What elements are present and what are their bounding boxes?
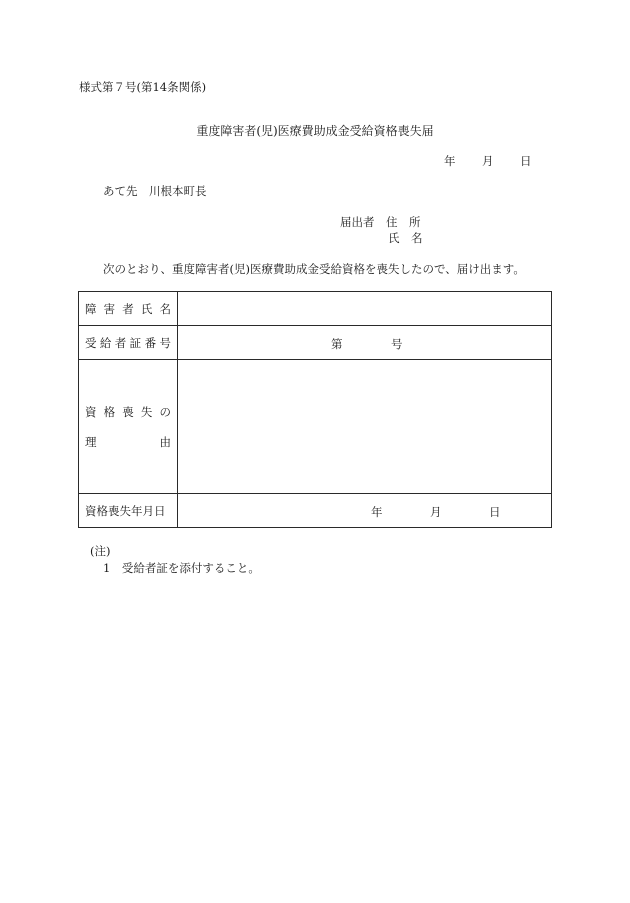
header-date-day: 日 xyxy=(520,154,532,168)
name-label-cell xyxy=(79,292,178,326)
label-char: 由 xyxy=(159,434,171,449)
table-row-loss-date xyxy=(79,494,552,528)
statement: 次のとおり、重度障害者(児)医療費助成金受給資格を喪失したので、届け出ます。 xyxy=(103,262,525,276)
table-row-name xyxy=(79,292,552,326)
note-item: 1 受給者証を添付すること。 xyxy=(103,561,260,575)
label-char: 名 xyxy=(159,301,171,316)
cert-number-prefix: 第 xyxy=(331,337,343,351)
name-label xyxy=(85,301,171,317)
loss-date-value-cell[interactable] xyxy=(178,494,552,528)
label-char: 喪 xyxy=(122,404,134,419)
cert-label-cell xyxy=(79,326,178,360)
label-char: 障 xyxy=(85,301,97,316)
cert-number-label xyxy=(85,335,171,351)
notes-heading: (注) xyxy=(90,544,111,558)
table-row-cert-number xyxy=(79,326,552,360)
loss-date-label-cell xyxy=(79,494,178,528)
submitter-name-label: 氏 名 xyxy=(388,231,423,245)
header-date-month: 月 xyxy=(482,154,494,168)
loss-date-month: 月 xyxy=(430,505,442,519)
label-char: 氏 xyxy=(140,301,153,316)
label-char: 給 xyxy=(99,335,112,350)
label-char: 失 xyxy=(140,404,153,419)
loss-date-day: 日 xyxy=(489,505,501,519)
form-number: 様式第７号(第14条関係) xyxy=(79,80,207,94)
header-date-year: 年 xyxy=(444,154,456,168)
label-char: 資 xyxy=(85,404,97,419)
reason-label-line2 xyxy=(85,434,171,450)
cert-number-value-cell[interactable] xyxy=(178,326,552,360)
loss-notification-table xyxy=(78,291,552,528)
addressee: あて先 川根本町長 xyxy=(103,184,207,198)
label-char: の xyxy=(159,404,171,419)
label-char: 理 xyxy=(85,434,97,449)
name-value-cell[interactable] xyxy=(178,292,552,326)
table-row-reason xyxy=(79,360,552,494)
loss-date-year: 年 xyxy=(371,505,383,519)
reason-label-line1 xyxy=(85,404,171,420)
reason-value-cell[interactable] xyxy=(178,360,552,494)
cert-number-suffix: 号 xyxy=(391,337,403,351)
label-char: 害 xyxy=(103,301,116,316)
label-char: 者 xyxy=(122,301,134,316)
label-char: 証 xyxy=(129,335,142,350)
loss-date-label: 資格喪失年月日 xyxy=(85,503,166,518)
label-char: 受 xyxy=(85,335,97,350)
reason-label-cell xyxy=(79,360,178,494)
document-title: 重度障害者(児)医療費助成金受給資格喪失届 xyxy=(196,124,434,138)
label-char: 号 xyxy=(159,335,171,350)
label-char: 格 xyxy=(103,404,116,419)
submitter-address-label: 届出者 住 所 xyxy=(340,215,421,229)
label-char: 者 xyxy=(114,335,127,350)
label-char: 番 xyxy=(144,335,157,350)
